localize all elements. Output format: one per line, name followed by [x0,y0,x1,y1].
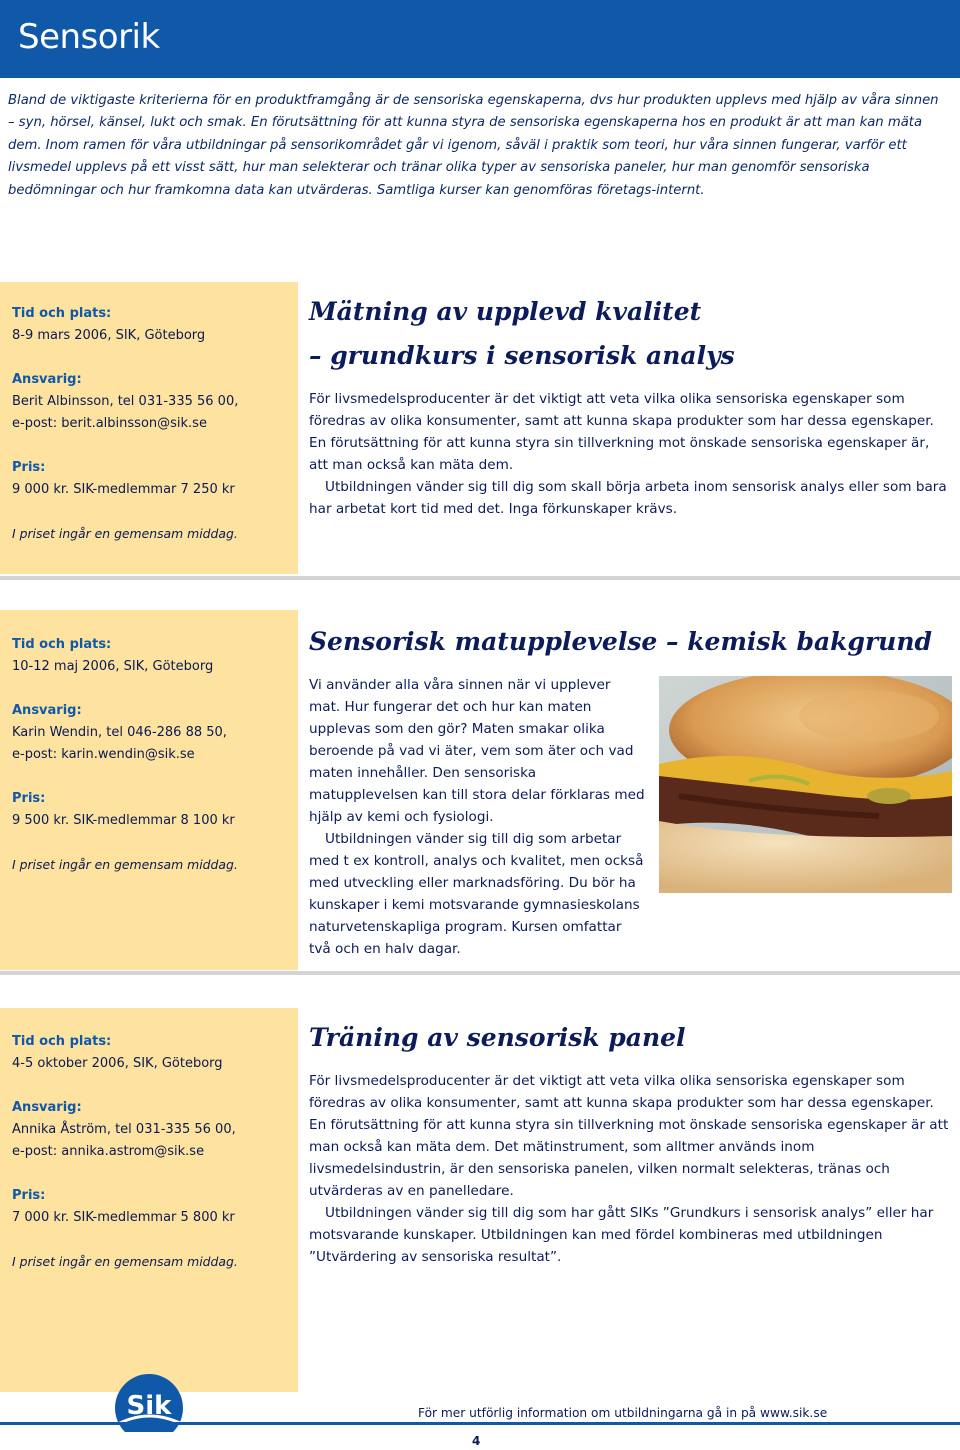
course-price: 7 000 kr. SIK-medlemmar 5 800 kr [12,1210,235,1225]
course-title-line1: Mätning av upplevd kvalitet [309,297,702,326]
contact-phone: Annika Åström, tel 031-335 56 00, [12,1122,236,1137]
course-description: För livsmedelsproducenter är det viktigt att veta vilka olika sensoriska egenskaper som föredras av olika konsumenter, samt att kunna skapa produkter som har dessa egenskaper. En förutsättning för att kunna styra sin tillverkning mot önskade sensoriska egenskaper är att man också kan mäta dem. Det mätinstrument, som alltmer används inom livsmedelsindustrin, är den sensoriska panelen, vilken normalt selekteras, tränas och utvärderas av en panelledare. [309,1073,949,1199]
page-number: 4 [472,1434,481,1448]
footer-rule [0,1422,960,1425]
price-label: Pris: [12,791,46,806]
course-title: Träning av sensorisk panel [309,1023,686,1052]
course-audience: Utbildningen vänder sig till dig som har gått SIKs ”Grundkurs i sensorisk analys” eller har motsvarande kunskaper. Utbildningen kan med fördel kombineras med utbildningen ”Utvärdering av sensoriska resultat”. [309,1205,934,1265]
course-info-3 [12,1031,292,1273]
course-description: För livsmedelsproducenter är det viktigt att veta vilka olika sensoriska egenskaper som föredras av olika konsumenter, samt att kunna skapa produkter som har dessa egenskaper. En förutsättning för att kunna styra sin tillverkning mot önskade sensoriska egenskaper är, att man också kan mäta dem. [309,391,934,473]
place-label: Tid och plats: [12,306,112,321]
divider-1 [0,576,960,580]
contact-email[interactable]: e-post: annika.astrom@sik.se [12,1144,205,1159]
course-info-2 [12,634,292,876]
place-label: Tid och plats: [12,637,112,652]
price-label: Pris: [12,1188,46,1203]
course-price: 9 500 kr. SIK-medlemmar 8 100 kr [12,813,235,828]
divider-2 [0,971,960,975]
contact-label: Ansvarig: [12,703,82,718]
contact-email[interactable]: e-post: berit.albinsson@sik.se [12,416,207,431]
contact-email[interactable]: e-post: karin.wendin@sik.se [12,747,195,762]
price-note: I priset ingår en gemensam middag. [12,526,238,541]
svg-text:Sik: Sik [126,1391,172,1421]
course-1 [309,290,949,520]
course-info-1 [12,303,292,545]
price-note: I priset ingår en gemensam middag. [12,1254,238,1269]
footer-link[interactable]: För mer utförlig information om utbildningarna gå in på www.sik.se [418,1406,828,1420]
course-description: Vi använder alla våra sinnen när vi upplever mat. Hur fungerar det och hur kan maten upplevas som den gör? Maten smakar olika beroende på vad vi äter, vem som äter och vad maten innehåller. Den sensoriska matupplevelsen kan till stora delar förklaras med hjälp av kemi och fysiologi. [309,677,645,825]
contact-phone: Berit Albinsson, tel 031-335 56 00, [12,394,239,409]
course-audience: Utbildningen vänder sig till dig som arbetar med t ex kontroll, analys och kvalitet, men också med utveckling eller marknadsföring. Du bör ha kunskaper i kemi motsvarande gymnasieskolans naturvetenskapliga program. Kursen omfattar två och en halv dagar. [309,831,644,957]
header-bar [0,0,960,78]
course-date-place: 10-12 maj 2006, SIK, Göteborg [12,659,214,674]
price-note: I priset ingår en gemensam middag. [12,857,238,872]
course-date-place: 8-9 mars 2006, SIK, Göteborg [12,328,206,343]
intro-text: Bland de viktigaste kriterierna för en produktframgång är de sensoriska egenskaperna, dvs hur produkten upplevs med hjälp av våra sinnen – syn, hörsel, känsel, lukt och smak. En förutsättning för att kunna styra de sensoriska egenskaperna hos en produkt är att man kan mäta dem. Inom ramen för våra utbildningar på sensorikområdet går vi igenom, såväl i praktik som teori, hur våra sinnen fungerar, varför ett livsmedel upplevs på ett visst sätt, hur man selekterar och tränar olika typer av sensoriska paneler, hur man genomför sensoriska bedömningar och hur framkomna data kan utvärderas. Samtliga kurser kan genomföras företags-internt. [8,93,939,198]
course-title [309,290,949,378]
course-price: 9 000 kr. SIK-medlemmar 7 250 kr [12,482,235,497]
course-title: Sensorisk matupplevelse – kemisk bakgrund [309,627,932,656]
course-date-place: 4-5 oktober 2006, SIK, Göteborg [12,1056,223,1071]
contact-label: Ansvarig: [12,1100,82,1115]
course-2 [309,620,949,960]
contact-label: Ansvarig: [12,372,82,387]
place-label: Tid och plats: [12,1034,112,1049]
course-3 [309,1016,949,1268]
course-title-line2: – grundkurs i sensorisk analys [309,341,735,370]
price-label: Pris: [12,460,46,475]
contact-phone: Karin Wendin, tel 046-286 88 50, [12,725,227,740]
page-title: Sensorik [18,17,160,57]
course-audience: Utbildningen vänder sig till dig som skall börja arbeta inom sensorisk analys eller som bara har arbetat kort tid med det. Inga förkunskaper krävs. [309,479,947,517]
